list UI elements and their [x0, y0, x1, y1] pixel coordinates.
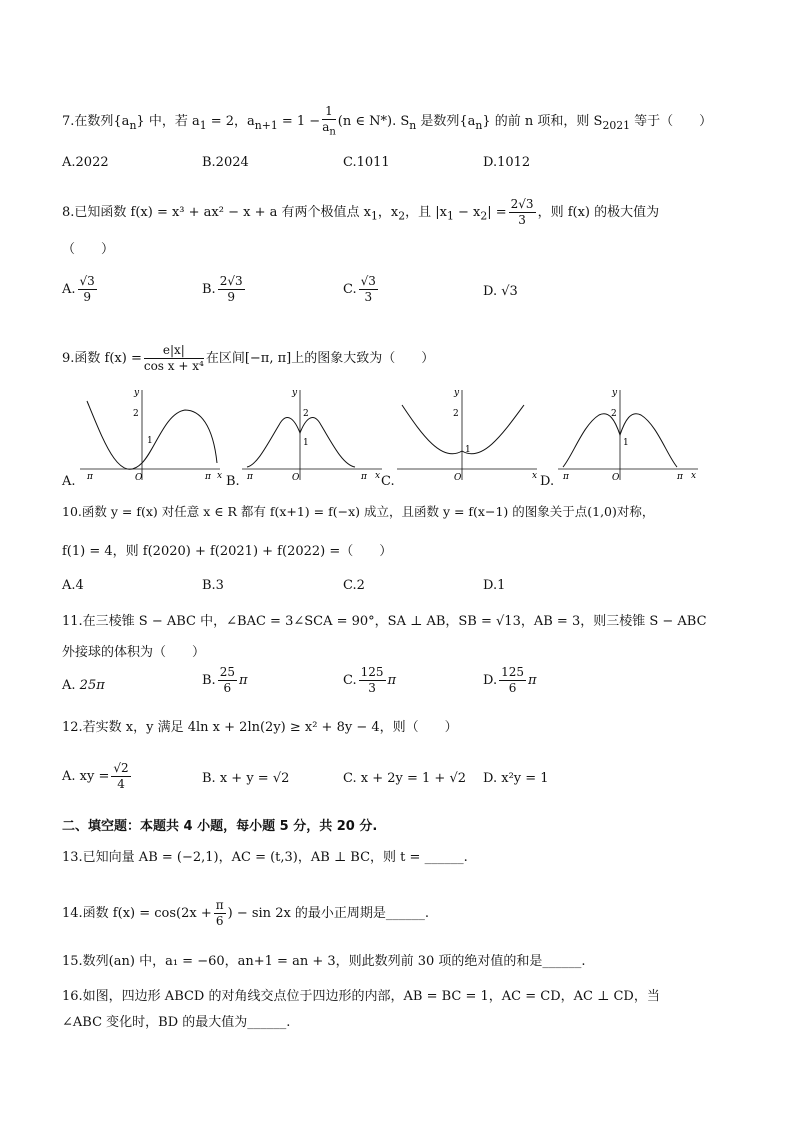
svg-text:1: 1	[303, 438, 309, 448]
q9-option-c[interactable]: C.	[381, 474, 395, 489]
svg-text:1: 1	[465, 445, 471, 455]
q11-option-d[interactable]: D. $\frac{125}{6}$ π	[483, 665, 537, 695]
q9-graph-c[interactable]	[392, 385, 542, 485]
q12-option-c[interactable]: C. x + 2y = 1 + √2	[343, 771, 467, 786]
svg-text:x: x	[375, 471, 381, 481]
q7-option-c[interactable]: C.1011	[343, 155, 390, 170]
svg-text:y: y	[292, 388, 298, 398]
question-10-stem-line2: f(1) = 4，则 f(2020) + f(2021) + f(2022) =（ ）	[62, 544, 393, 559]
svg-text:2: 2	[303, 409, 309, 419]
svg-text:y: y	[454, 388, 460, 398]
q11-option-b[interactable]: B. $\frac{25}{6}$ π	[202, 665, 248, 695]
q7-fraction: $\frac{1}{a_n}$	[322, 104, 336, 138]
q9-option-b[interactable]: B.	[226, 474, 240, 489]
q10-option-a[interactable]: A.4	[62, 578, 84, 593]
q7-option-b[interactable]: B.2024	[202, 155, 249, 170]
q8-option-d[interactable]: D. √3	[483, 284, 518, 299]
svg-text:π: π	[677, 472, 683, 482]
question-10-stem: 10.函数 y = f(x) 对任意 x ∈ R 都有 f(x+1) = f(−x) 成立，且函数 y = f(x−1) 的图象关于点(1,0)对称，	[62, 504, 655, 519]
q11-option-c[interactable]: C. $\frac{125}{3}$ π	[343, 665, 397, 695]
svg-text:2: 2	[611, 409, 617, 419]
question-11-stem-line2: 外接球的体积为（ ）	[62, 645, 206, 660]
q9-option-a[interactable]: A.	[62, 474, 76, 489]
q8-option-c[interactable]: C. $\frac{√3}{3}$	[343, 274, 376, 304]
svg-text:π: π	[247, 472, 253, 482]
svg-text:O: O	[454, 473, 462, 483]
q8-fraction: $\frac{2√3}{3}$	[510, 197, 534, 227]
question-15-stem: 15.数列(an) 中，a₁ = −60，an+1 = an + 3，则此数列前 30 项的绝对值的和是______.	[62, 954, 586, 969]
svg-text:x: x	[217, 471, 223, 481]
q9-option-d[interactable]: D.	[540, 474, 555, 489]
q7-option-a[interactable]: A.2022	[62, 155, 109, 170]
q10-option-b[interactable]: B.3	[202, 578, 224, 593]
q11-option-a[interactable]: A. 25π	[62, 678, 105, 693]
svg-text:1: 1	[147, 436, 153, 446]
question-7-stem: 7.在数列$\{a_n\}$ 中，若 $a_1 = 2$，$a_{n+1} = 1$ − $\frac{1}{a_n}$ (n ∈ N*). $S_n$ 是数列$\{a_n\}$ 的前 n 项和，则 $S_{2021}$ 等于（ ）	[62, 104, 713, 138]
q8-option-a[interactable]: A. $\frac{√3}{9}$	[62, 274, 95, 304]
svg-text:O: O	[612, 473, 620, 483]
question-12-stem: 12.若实数 x，y 满足 4ln x + 2ln(2y) ≥ x² + 8y − 4，则（ ）	[62, 720, 458, 735]
svg-text:π: π	[361, 472, 367, 482]
svg-text:2: 2	[453, 409, 459, 419]
q8-option-b[interactable]: B. $\frac{2√3}{9}$	[202, 274, 243, 304]
q12-option-d[interactable]: D. x²y = 1	[483, 771, 549, 786]
q9-graph-b[interactable]	[237, 385, 387, 485]
svg-text:x: x	[532, 471, 538, 481]
question-8-stem-line2: （ ）	[62, 242, 115, 257]
q9-fraction: $\frac{e|x|}{\text{cos x + x⁴}}$	[143, 343, 204, 373]
q10-option-d[interactable]: D.1	[483, 578, 506, 593]
q12-option-b[interactable]: B. x + y = √2	[202, 771, 290, 786]
question-14-stem: 14.函数 f(x) = cos(2x + $\frac{\pi}{6}$ ) − sin 2x 的最小正周期是______.	[62, 898, 430, 928]
question-16-stem-line2: ∠ABC 变化时，BD 的最大值为______.	[62, 1015, 291, 1030]
svg-text:2: 2	[133, 409, 139, 419]
q14-fraction: $\frac{\pi}{6}$	[215, 898, 224, 928]
svg-text:y: y	[612, 388, 618, 398]
question-9-stem: 9.函数 f(x) = $\frac{e|x|}{\text{cos x + x⁴}}$ 在区间[−π, π]上的图象大致为（ ）	[62, 343, 435, 373]
question-16-stem: 16.如图，四边形 ABCD 的对角线交点位于四边形的内部，AB = BC = 1，AC = CD，AC ⊥ CD，当	[62, 989, 660, 1004]
q9-graph-a[interactable]	[75, 385, 225, 485]
q7-option-d[interactable]: D.1012	[483, 155, 531, 170]
question-11-stem: 11.在三棱锥 S − ABC 中，∠BAC = 3∠SCA = 90°，SA ⊥ AB，SB = √13，AB = 3，则三棱锥 S − ABC	[62, 614, 707, 629]
question-13-stem: 13.已知向量 AB = (−2,1)，AC = (t,3)，AB ⊥ BC，则 t = ______.	[62, 850, 468, 865]
q10-option-c[interactable]: C.2	[343, 578, 365, 593]
section-2-heading: 二、填空题：本题共 4 小题，每小题 5 分，共 20 分.	[62, 819, 378, 834]
svg-text:π: π	[205, 472, 211, 482]
svg-text:π: π	[563, 472, 569, 482]
svg-text:y: y	[134, 388, 140, 398]
svg-text:π: π	[87, 472, 93, 482]
svg-text:x: x	[691, 471, 697, 481]
svg-text:1: 1	[623, 438, 629, 448]
svg-text:O: O	[135, 473, 143, 483]
q12-option-a[interactable]: A. xy = $\frac{√2}{4}$	[62, 761, 129, 791]
q9-graph-d[interactable]	[553, 385, 703, 485]
svg-text:O: O	[292, 473, 300, 483]
question-8-stem: 8.已知函数 f(x) = x³ + ax² − x + a 有两个极值点 $x_1$，$x_2$，且 $|x_1 - x_2|$ = $\frac{2√3}{3}$ ，则 f(x) 的极大值为	[62, 197, 660, 227]
